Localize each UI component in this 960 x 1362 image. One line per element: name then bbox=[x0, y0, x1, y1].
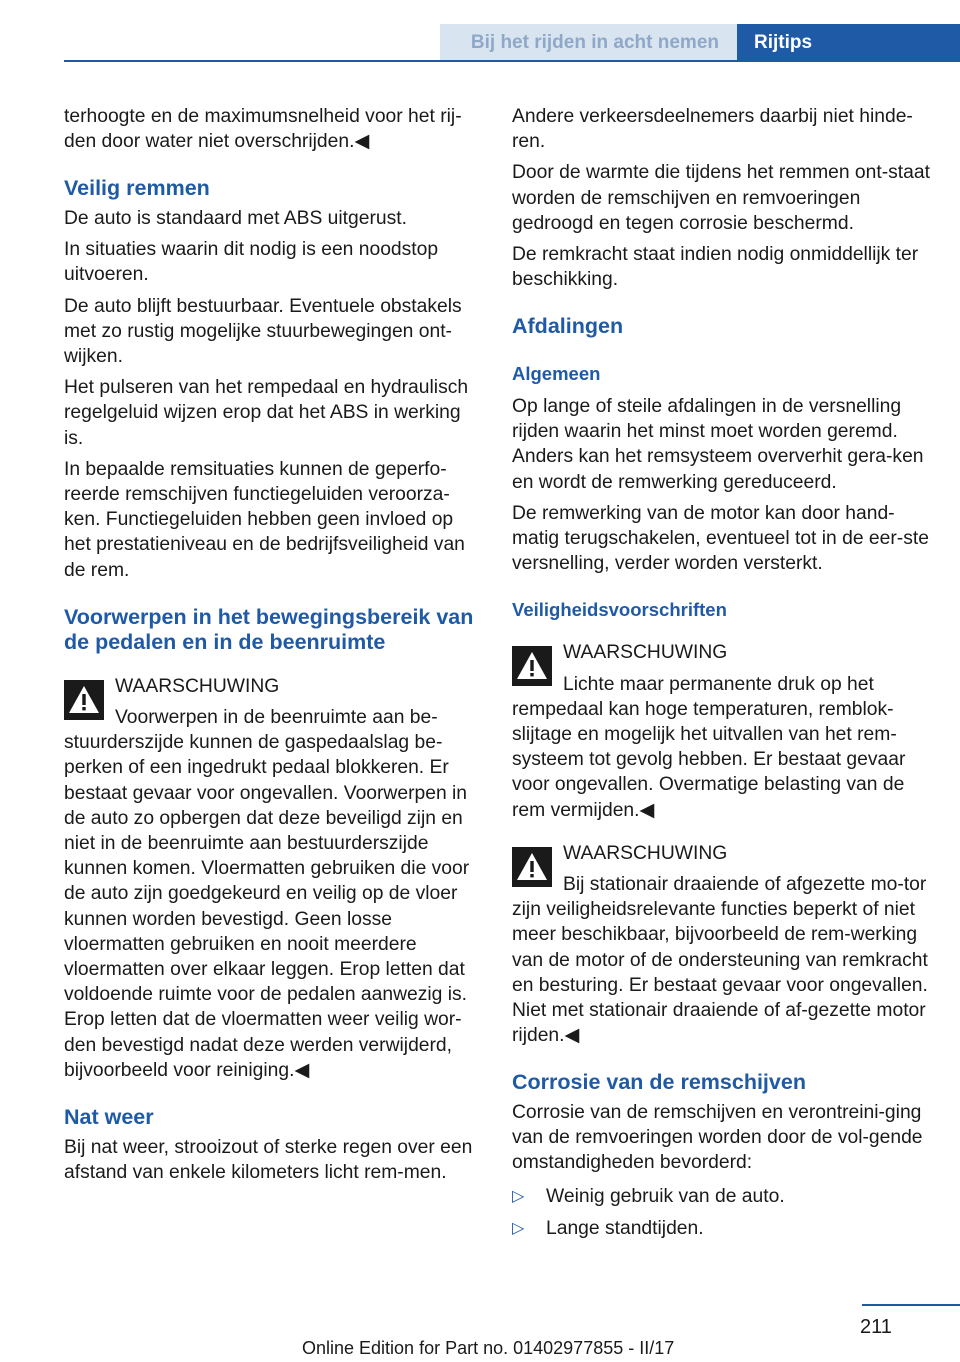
warning-block bbox=[64, 674, 482, 1083]
header-rule bbox=[64, 60, 960, 62]
header-section-tab bbox=[440, 24, 737, 62]
warning-triangle-icon bbox=[512, 847, 552, 887]
warning-triangle-icon bbox=[512, 646, 552, 686]
paragraph: Het pulseren van het rempedaal en hydraulisch regelgeluid wijzen erop dat het ABS in werking is. bbox=[64, 377, 469, 449]
heading-afdalingen: Afdalingen bbox=[512, 314, 624, 339]
warning-text: Lichte maar permanente druk op het rempedaal kan hoge temperaturen, remblok‐slijtage en mogelijk het uitvallen van het rem‐systeem tot gevolg hebben. Er bestaat gevaar voor ongevallen. Overmatige belasting van de rem vermijden.◀ bbox=[512, 673, 906, 821]
list-item bbox=[512, 1184, 930, 1209]
paragraph: Bij nat weer, strooizout of sterke regen over een afstand van enkele kilometers licht rem‐men. bbox=[64, 1136, 473, 1183]
page-number: 211 bbox=[860, 1316, 892, 1338]
heading-veilig-remmen: Veilig remmen bbox=[64, 176, 210, 201]
subheading-algemeen: Algemeen bbox=[512, 362, 601, 384]
paragraph: Corrosie van de remschijven en verontreini‐ging van de remvoeringen worden door de vol‐gende omstandigheden bevorderd: bbox=[512, 1101, 923, 1174]
header-section-title: Bij het rijden in acht nemen bbox=[470, 32, 719, 53]
header-chapter-title: Rijtips bbox=[754, 32, 813, 53]
warning-title: WAARSCHUWING bbox=[563, 842, 728, 864]
paragraph: Door de warmte die tijdens het remmen ont‐staat worden de remschijven en remvoeringen gedroogd en tegen corrosie beschermd. bbox=[512, 162, 930, 234]
warning-triangle-icon bbox=[64, 680, 104, 720]
warning-block bbox=[512, 640, 930, 822]
triangle-bullet-icon: ▷ bbox=[512, 1187, 525, 1205]
heading-corrosie: Corrosie van de remschijven bbox=[512, 1070, 806, 1095]
list-item-text: Lange standtijden. bbox=[546, 1217, 704, 1239]
paragraph: In bepaalde remsituaties kunnen de geperfo‐reerde remschijven functiegeluiden veroorza‐ken. Functiegeluiden hebben geen invloed op het prestatieniveau en de bedrijfsveiligheid van de rem. bbox=[64, 458, 465, 581]
heading-nat-weer: Nat weer bbox=[64, 1105, 154, 1129]
right-column bbox=[512, 104, 930, 1248]
edition-note: Online Edition for Part no. 01402977855 - II/17 bbox=[302, 1338, 675, 1358]
warning-title: WAARSCHUWING bbox=[115, 675, 280, 697]
paragraph: Andere verkeersdeelnemers daarbij niet hinde‐ren. bbox=[512, 106, 913, 153]
warning-text: Voorwerpen in de beenruimte aan be‐stuurderszijde kunnen de gaspedaalslag be‐perken of een ingedrukt pedaal blokkeren. Er bestaat gevaar voor ongevallen. Voorwerpen in de auto zo opbergen dat deze beveiligd zijn en niet in de beenruimte aan bestuurderszijde kunnen komen. Vloermatten gebruiken die voor de auto zijn goedgekeurd en veilig op de vloer kunnen worden bevestigd. Geen losse vloermatten gebruiken en nooit meerdere vloermatten over elkaar leggen. Erop letten dat voldoende ruimte voor de pedalen aanwezig is. Erop letten dat de vloermatten weer veilig wor‐den bevestigd nadat deze werden verwijderd, bijvoorbeeld voor reiniging.◀ bbox=[64, 706, 470, 1081]
footer-rule bbox=[862, 1304, 960, 1306]
paragraph: Op lange of steile afdalingen in de versnelling rijden waarin het minst moet worden geremd. Anders kan het remsysteem oververhit gera‐ken en wordt de remwerking gereduceerd. bbox=[512, 395, 924, 493]
paragraph: De remkracht staat indien nodig onmiddellijk ter beschikking. bbox=[512, 244, 919, 291]
heading-voorwerpen: Voorwerpen in het bewegingsbereik van de pedalen en in de beenruimte bbox=[64, 604, 474, 655]
paragraph: terhoogte en de maximumsnelheid voor het rij‐den door water niet overschrijden.◀ bbox=[64, 106, 462, 153]
triangle-bullet-icon: ▷ bbox=[512, 1219, 525, 1237]
bullet-list bbox=[512, 1184, 930, 1241]
warning-title: WAARSCHUWING bbox=[563, 642, 728, 664]
paragraph: De remwerking van de motor kan door hand‐matig terugschakelen, eventueel tot in de eer‐ste versnelling, verder worden versterkt. bbox=[512, 502, 929, 575]
left-column bbox=[64, 104, 482, 1191]
header-chapter-tab bbox=[737, 24, 960, 62]
paragraph: De auto is standaard met ABS uitgerust. bbox=[64, 207, 407, 229]
warning-text: Bij stationair draaiende of afgezette mo‐tor zijn veiligheidsrelevante functies beperkt of niet meer beschikbaar, bijvoorbeeld de rem‐werking van de motor of de ondersteuning van remkracht en besturing. Er bestaat gevaar voor ongevallen. Niet met stationair draaiende of af‐gezette motor rijden.◀ bbox=[512, 873, 928, 1047]
paragraph: In situaties waarin dit nodig is een noodstop uitvoeren. bbox=[64, 239, 439, 286]
list-item bbox=[512, 1216, 930, 1241]
subheading-veiligheidsvoorschriften: Veiligheidsvoorschriften bbox=[512, 599, 727, 621]
warning-block bbox=[512, 841, 930, 1049]
paragraph: De auto blijft bestuurbaar. Eventuele obstakels met zo rustig mogelijke stuurbewegingen ont‐wijken. bbox=[64, 295, 462, 367]
list-item-text: Weinig gebruik van de auto. bbox=[546, 1185, 785, 1207]
